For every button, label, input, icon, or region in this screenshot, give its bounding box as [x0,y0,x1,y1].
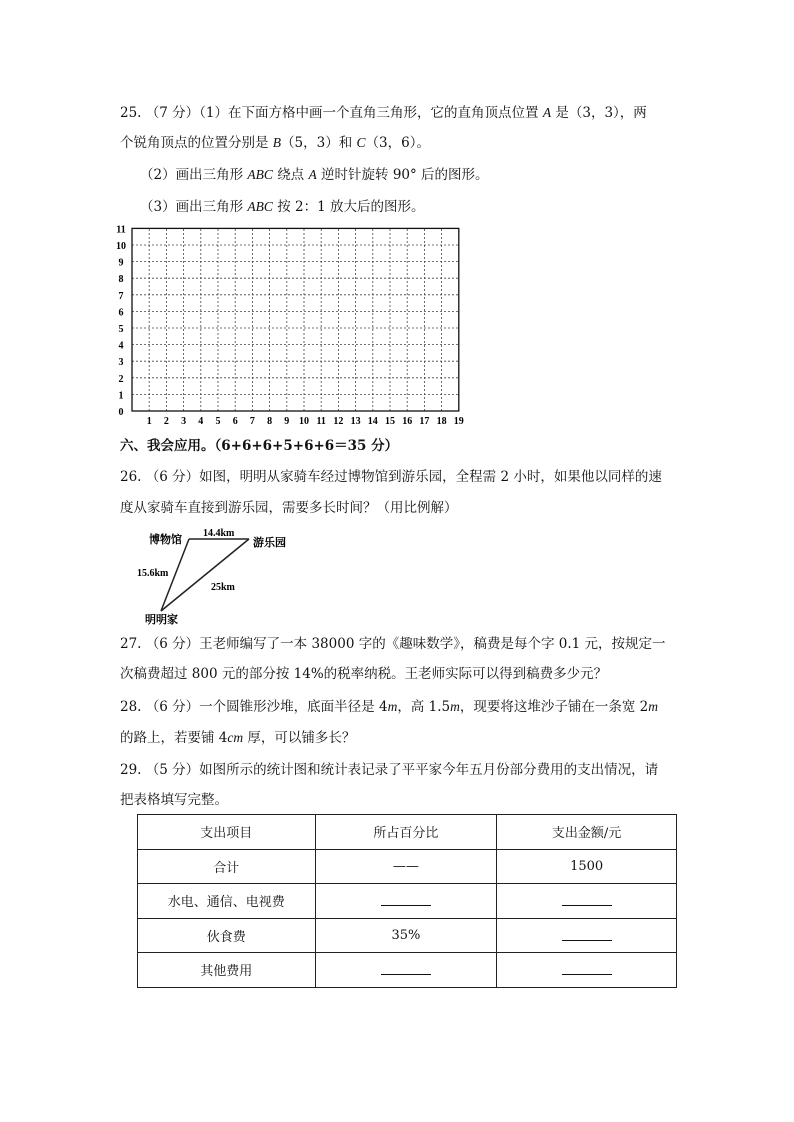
top-distance-label: 14.4km [203,528,235,539]
table-cell [497,953,677,988]
answer-blank[interactable] [562,891,612,906]
table-row [138,849,677,884]
q25-var: A [542,105,552,120]
q25-text: 逆时针旋转 90° 后的图形。 [321,167,489,183]
q28-line1 [120,698,658,716]
x-tick-label: 14 [367,416,378,427]
table-row [138,918,677,953]
q25-var: C [356,135,366,150]
q25-var: ABC [247,199,273,214]
q25-line1 [120,104,647,122]
y-tick-label: 6 [118,307,124,319]
q25-var: B [272,135,282,150]
table-header: 所占百分比 [315,815,497,850]
q26-line2: 度从家骑车直接到游乐园，需要多长时间？（用比例解） [120,500,458,516]
table-cell: 1500 [497,849,677,884]
q28-text: ，现要将这堆沙子铺在一条宽 2 [459,699,649,715]
q25-score: （7 分） [145,105,200,121]
section-title: 六、我会应用。（6+6+6+5+6+6＝35 分） [120,438,399,454]
x-tick-label: 17 [419,416,430,427]
y-tick-label: 2 [118,373,124,385]
q25-text: （3，6）。 [365,135,430,151]
y-tick-label: 0 [118,407,124,418]
q28-line2 [120,729,355,747]
q25-text: （1）在下面方格中画一个直角三角形，它的直角顶点位置 [199,105,539,121]
answer-blank[interactable] [562,960,612,975]
q27-text: 王老师编写了一本 38000 字的《趣味数学》，稿费是每个字 0.1 元，按规定一 [199,636,666,652]
distance-figure [133,523,295,625]
x-tick-label: 4 [198,416,204,427]
q25-text: 绕点 [277,167,305,183]
x-tick-label: 9 [284,416,290,427]
table-cell [315,884,497,919]
q25-var: A [308,167,317,182]
x-tick-label: 7 [249,416,255,427]
museum-label: 博物馆 [149,534,182,546]
table-row [138,953,677,988]
q28-unit: m [387,699,398,714]
q25-number: 25. [120,105,142,121]
q26-number: 26. [120,469,142,485]
x-tick-label: 13 [350,416,361,427]
table-row [138,884,677,919]
x-tick-label: 19 [453,416,464,427]
answer-blank[interactable] [381,960,431,975]
x-tick-label: 16 [402,416,413,427]
q25-part2 [140,166,489,184]
x-tick-label: 1 [146,416,152,427]
y-tick-label: 8 [118,274,124,286]
q29-score: （5 分） [145,762,200,778]
q25-part3 [140,198,424,216]
table-cell: 伙食费 [138,918,316,953]
q28-text: ，高 1.5 [397,699,451,715]
x-tick-label: 8 [267,416,273,427]
table-header: 支出项目 [138,815,316,850]
table-cell: —— [315,849,497,884]
y-tick-label: 5 [118,324,124,335]
x-tick-label: 12 [333,416,344,427]
q25-var: ABC [247,167,273,182]
q25-text: 是（3，3），两 [555,105,647,121]
y-tick-label: 11 [116,224,126,236]
table-header-row [138,815,677,850]
coordinate-grid [110,222,464,432]
x-tick-label: 10 [299,416,309,427]
q25-text: （3）画出三角形 [140,199,244,215]
y-tick-label: 4 [118,340,124,352]
y-tick-label: 1 [118,390,124,402]
x-tick-label: 5 [215,416,221,427]
y-tick-label: 3 [118,357,124,369]
x-tick-label: 6 [232,416,238,427]
q27-line1 [120,635,666,653]
q26-text: 如图，明明从家骑车经过博物馆到游乐园，全程需 2 小时，如果他以同样的速 [199,469,662,485]
y-tick-label: 10 [116,241,126,252]
q29-line1 [120,761,658,779]
y-tick-label: 9 [118,257,124,269]
grid-border [132,228,459,411]
q28-text: 一个圆锥形沙堆，底面半径是 4 [199,699,388,715]
home-label: 明明家 [145,614,178,626]
q26-score: （6 分） [145,469,200,485]
x-tick-label: 11 [316,416,326,427]
table-cell [315,953,497,988]
q25-text: 按 2：1 放大后的图形。 [277,199,425,215]
q25-line2 [120,134,430,152]
q29-number: 29. [120,762,142,778]
x-tick-label: 3 [181,416,187,427]
diag-distance-label: 25km [211,582,235,593]
q25-text: （5，3）和 [281,135,353,151]
q28-unit: m [450,699,460,714]
q28-unit: cm [227,730,244,745]
q25-text: 个锐角顶点的位置分别是 [120,135,269,151]
q29-text: 如图所示的统计图和统计表记录了平平家今年五月份部分费用的支出情况，请 [199,762,659,778]
q27-score: （6 分） [145,636,200,652]
left-distance-label: 15.6km [137,568,169,579]
q28-text: 厚，可以铺多长？ [243,730,356,746]
answer-blank[interactable] [381,891,431,906]
q28-number: 28. [120,699,142,715]
table-cell: 合计 [138,849,316,884]
table-header: 支出金额/元 [497,815,677,850]
table-cell: 水电、通信、电视费 [138,884,316,919]
q25-text: （2）画出三角形 [140,167,244,183]
x-tick-label: 18 [436,416,447,427]
q26-line1 [120,468,662,486]
q29-line2: 把表格填写完整。 [120,792,228,808]
q28-score: （6 分） [145,699,200,715]
y-tick-label: 7 [118,290,124,302]
table-cell: 其他费用 [138,953,316,988]
q28-unit: m [648,699,658,714]
q27-number: 27. [120,636,142,652]
expense-table [137,814,677,988]
answer-blank[interactable] [562,926,612,941]
x-tick-label: 15 [385,416,395,427]
q27-line2: 次稿费超过 800 元的部分按 14%的税率纳税。王老师实际可以得到稿费多少元？ [120,666,608,682]
q28-text: 的路上，若要铺 4 [120,730,228,746]
park-label: 游乐园 [253,537,286,549]
table-cell [497,918,677,953]
x-tick-label: 2 [163,416,169,427]
table-cell: 35% [315,918,497,953]
table-cell [497,884,677,919]
